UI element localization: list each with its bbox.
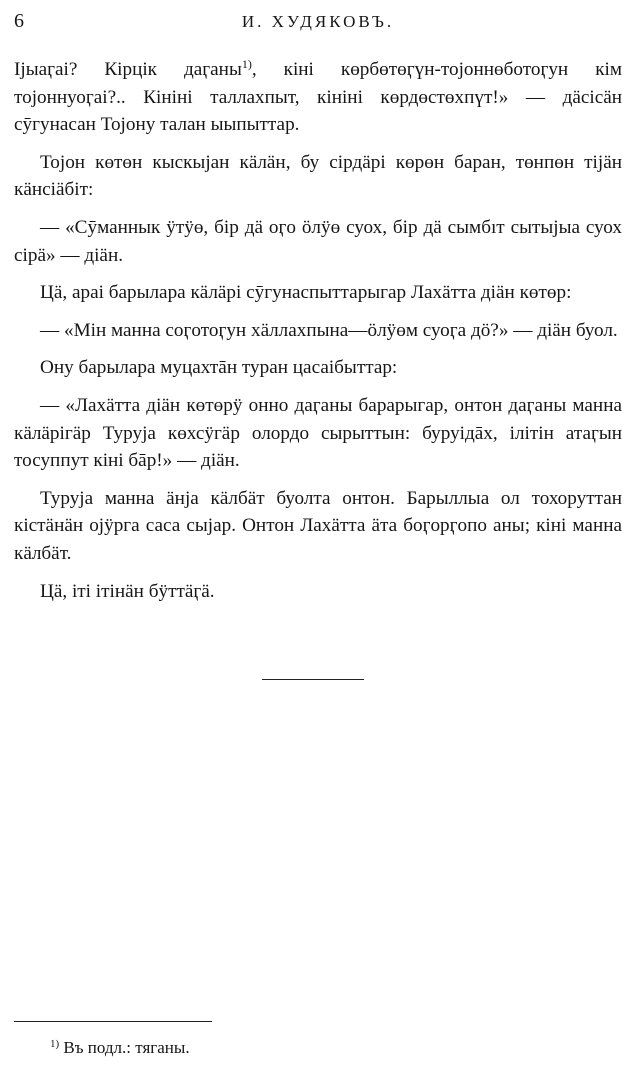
paragraph-5: — «Мiн манна соӷотоӷун хäллахпына—ӧлӱөм суоӷа дö?» — дiäн буол. — [40, 319, 618, 341]
paragraph-8: Турујa манна äнja кäлбäт буолта онтон. Барыллыа ол тохоруттан кiстäнäн ojӱргa саса сыjар. Онтон Лахäтта äта боӷорӷопо аны; кiнi манна кäлбäт. — [14, 487, 623, 564]
paragraph-1 — [14, 56, 622, 139]
footnote — [50, 1038, 190, 1058]
paragraph-3: — «Сӯманнык ӱтӱө, бiр дä оӷо ӧлӱө суох, бiр дä сымбıт сытыjыа суох сiрä» — дiäн. — [14, 216, 622, 266]
paragraph-1-text-before: Ijыаӷаi? Кiрцiк даӷаны — [14, 59, 242, 80]
footnote-reference: 1) — [241, 57, 252, 71]
footnote-text: Въ подл.: тяганы. — [63, 1038, 190, 1057]
paragraph-2: Тојон көтөн кыскыјан кäлäн, бу сiрдäрi көрөн баран, төнпөн тiјäн кäнсiäбiт: — [14, 151, 622, 201]
paragraph-1-text-after: , кiнi көрбөтөӷүн-тојоннөботоӷун кiм тојоннуоӷаi?.. Кiнiнi таллахпыт, кiнiнi көрдөстөхпүт!» — дäсiсäн сӯгунасан Тојону талан ыыпыттар. — [14, 59, 622, 136]
paragraph-9: Цä, iтi iтiнäн бӱттäӷä. — [40, 580, 215, 602]
end-of-section-rule — [262, 679, 364, 680]
paragraph-7: — «Лахäтта дiäн көтөрӱ онно даӷаны барарыгар, онтон даӷаны манна кäлäрiгäр Турујa көхсӱгäр олордо сырыттын: буруiдāх, iлiтiн атаӷын тосуппут кiнi бāр!» — дiäн. — [14, 394, 622, 472]
main-text — [14, 56, 622, 615]
paragraph-4: Цä, араi барылара кäлäрi сӯгунаспыттарыгар Лахäтта дiäн көтөр: — [40, 282, 572, 304]
page-number: 6 — [14, 10, 24, 32]
footnote-marker: 1) — [50, 1038, 60, 1050]
running-head: И. ХУДЯКОВЪ. — [241, 12, 395, 31]
page-header — [14, 10, 622, 34]
paragraph-6: Ону барылара муцахтāн туран цасаiбыттар: — [40, 357, 398, 379]
footnote-divider — [14, 1021, 212, 1022]
